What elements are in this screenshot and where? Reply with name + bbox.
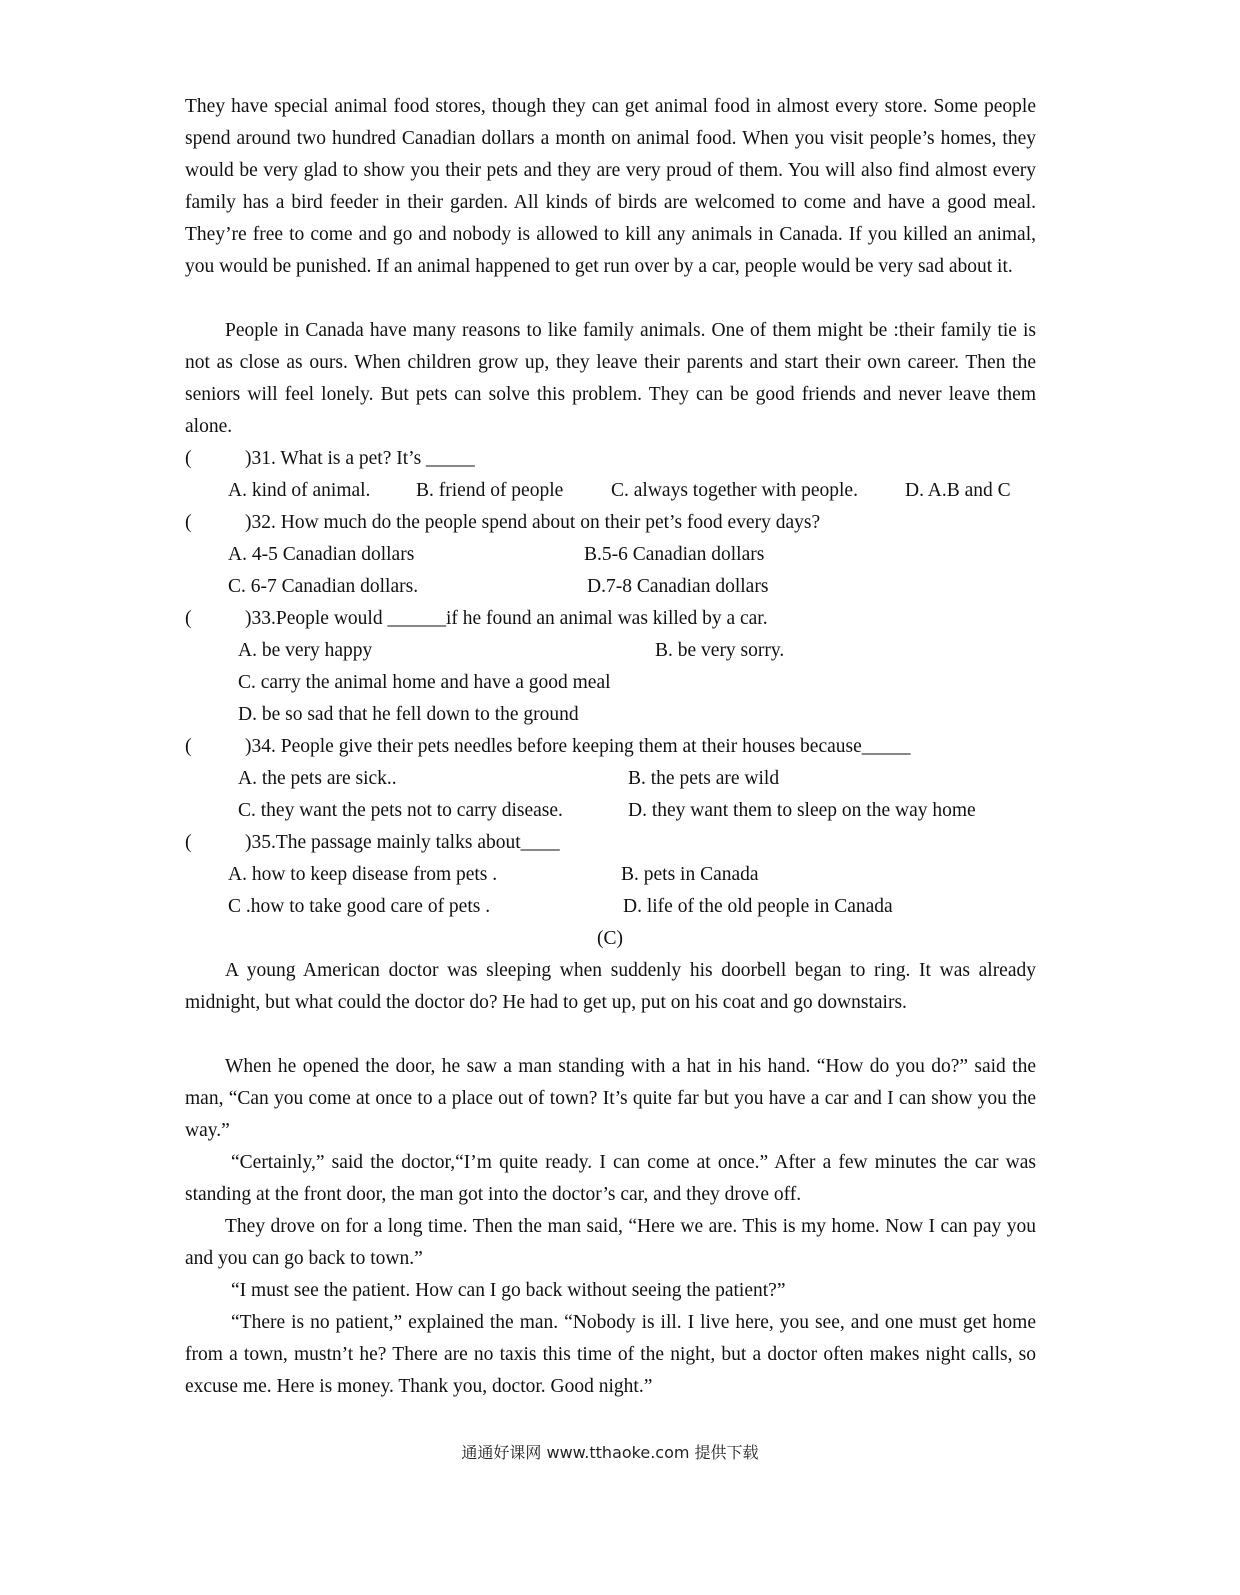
section-c-paragraph-3: “Certainly,” said the doctor,“I’m quite ready. I can come at once.” After a few minutes the car was standing at the front door, the man got into the doctor’s car, and they drove off. <box>185 1152 1036 1205</box>
option-a: A. kind of animal. <box>228 480 371 501</box>
option-a: A. the pets are sick.. <box>238 768 397 789</box>
section-c-paragraph-2: When he opened the door, he saw a man standing with a hat in his hand. “How do you do?” said the man, “Can you come at once to a place out of town? It’s quite far but you have a car and I can show you the way.” <box>185 1056 1036 1141</box>
question-text: )32. How much do the people spend about on their pet’s food every days? <box>245 512 821 533</box>
option-a: A. be very happy <box>238 640 373 661</box>
option-d: D. A.B and C <box>905 480 1011 501</box>
section-c-heading: (C) <box>597 928 623 949</box>
option-b: B. pets in Canada <box>621 864 759 885</box>
option-c: C. always together with people. <box>611 480 858 501</box>
answer-blank-paren[interactable]: ( <box>185 832 192 853</box>
answer-blank-paren[interactable]: ( <box>185 448 192 469</box>
option-b: B.5-6 Canadian dollars <box>584 544 765 565</box>
question-text: )31. What is a pet? It’s _____ <box>245 448 475 469</box>
question-text: )34. People give their pets needles before keeping them at their houses because_____ <box>245 736 911 757</box>
section-c-paragraph-1: A young American doctor was sleeping when suddenly his doorbell began to ring. It was already midnight, but what could the doctor do? He had to get up, put on his coat and go downstairs. <box>185 960 1036 1013</box>
answer-blank-paren[interactable]: ( <box>185 608 192 629</box>
answer-blank-paren[interactable]: ( <box>185 512 192 533</box>
option-b: B. be very sorry. <box>655 640 785 661</box>
option-a: A. 4-5 Canadian dollars <box>228 544 415 565</box>
option-c: C. they want the pets not to carry disease. <box>238 800 563 821</box>
answer-blank-paren[interactable]: ( <box>185 736 192 757</box>
option-c: C. 6-7 Canadian dollars. <box>228 576 419 597</box>
passage-b-paragraph-2: People in Canada have many reasons to like family animals. One of them might be :their family tie is not as close as ours. When children grow up, they leave their parents and start their own career. Then the seniors will feel lonely. But pets can solve this problem. They can be good friends and never leave them alone. <box>185 320 1036 437</box>
option-d: D. life of the old people in Canada <box>623 896 893 917</box>
option-d: D. be so sad that he fell down to the ground <box>238 704 579 725</box>
option-b: B. the pets are wild <box>628 768 780 789</box>
passage-b-paragraph-1: They have special animal food stores, though they can get animal food in almost every store. Some people spend around two hundred Canadian dollars a month on animal food. When you visit people’s homes, they would be very glad to show you their pets and they are very proud of them. You will also find almost every family has a bird feeder in their garden. All kinds of birds are welcomed to come and have a good meal. They’re free to come and go and nobody is allowed to kill any animals in Canada. If you killed an animal, you would be punished. If an animal happened to get run over by a car, people would be very sad about it. <box>185 96 1036 277</box>
section-c-paragraph-5: “I must see the patient. How can I go back without seeing the patient?” <box>231 1280 786 1301</box>
option-c: C. carry the animal home and have a good meal <box>238 672 611 693</box>
option-b: B. friend of people <box>416 480 564 501</box>
question-text: )33.People would ______if he found an animal was killed by a car. <box>245 608 768 629</box>
section-c-paragraph-6: “There is no patient,” explained the man. “Nobody is ill. I live here, you see, and one must get home from a town, mustn’t he? There are no taxis this time of the night, but a doctor often makes night calls, so excuse me. Here is money. Thank you, doctor. Good night.” <box>185 1312 1036 1397</box>
option-d: D. they want them to sleep on the way home <box>628 800 976 821</box>
option-d: D.7-8 Canadian dollars <box>587 576 769 597</box>
section-c-paragraph-4: They drove on for a long time. Then the man said, “Here we are. This is my home. Now I can pay you and you can go back to town.” <box>185 1216 1036 1269</box>
option-c: C .how to take good care of pets . <box>228 896 491 917</box>
question-text: )35.The passage mainly talks about____ <box>245 832 560 853</box>
footer-download-note: 通通好课网 www.tthaoke.com 提供下载 <box>461 1443 759 1462</box>
option-a: A. how to keep disease from pets . <box>228 864 498 885</box>
